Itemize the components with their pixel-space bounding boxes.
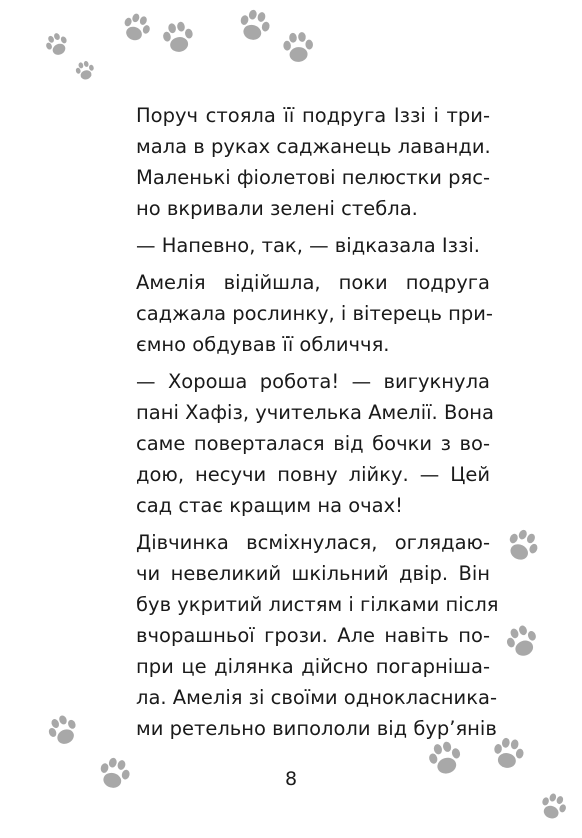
text-line: саме поверталася від бочки з во- [136,432,490,455]
text-line: вчорашньої грози. Але навіть по- [136,624,490,647]
page-number: 8 [284,768,298,790]
text-line: при це ділянка дійсно погарнішa- [136,655,490,678]
text-line: був укритий листям і гілками після [136,593,499,616]
paragraph [110,267,493,360]
text-line: Маленькі фіолетові пелюстки ряс- [136,166,490,189]
text-line: — Хороша робота! — вигукнула [136,370,490,393]
text-line: ємно обдував її обличчя. [136,333,390,356]
text-line: ми ретельно випололи від бур’янів [136,717,497,740]
paw-print-icon [120,12,152,44]
paw-print-icon [280,30,316,66]
paw-print-icon [504,624,540,660]
text-line: дою, несучи повну лійку. — Цей [136,463,490,486]
paw-print-icon [46,714,80,748]
text-line: пані Хафіз, учителька Амелії. Вона [136,401,494,424]
paw-print-icon [236,8,272,44]
paw-print-icon [538,792,568,822]
paragraph [110,527,499,744]
text-line: мала в руках саджанець лаванди. [136,135,491,158]
paw-print-icon [44,32,70,58]
text-line: Амелія відійшла, поки подруга [136,271,490,294]
text-line: ла. Амелія зі своїми однокласника- [136,686,497,709]
paw-print-icon [504,528,540,564]
text-line: но вкривали зелені стебла. [136,197,418,220]
paw-print-icon [74,60,96,82]
paragraph [110,100,490,224]
text-line: Поруч стояла її подруга Іззі і три- [136,104,490,127]
text-line: чи невеликий шкільний двір. Він [136,562,490,585]
text-line: — Напевно, так, — відказала Іззі. [136,234,480,257]
body-text [110,100,499,750]
paragraph [110,230,490,261]
text-line: Дівчинка всміхнулася, оглядаю- [136,531,490,554]
text-line: саджала рослинку, і вітерець при- [136,302,493,325]
text-line: сад стає кращим на очах! [136,494,403,517]
paragraph [110,366,494,521]
paw-print-icon [160,20,196,56]
